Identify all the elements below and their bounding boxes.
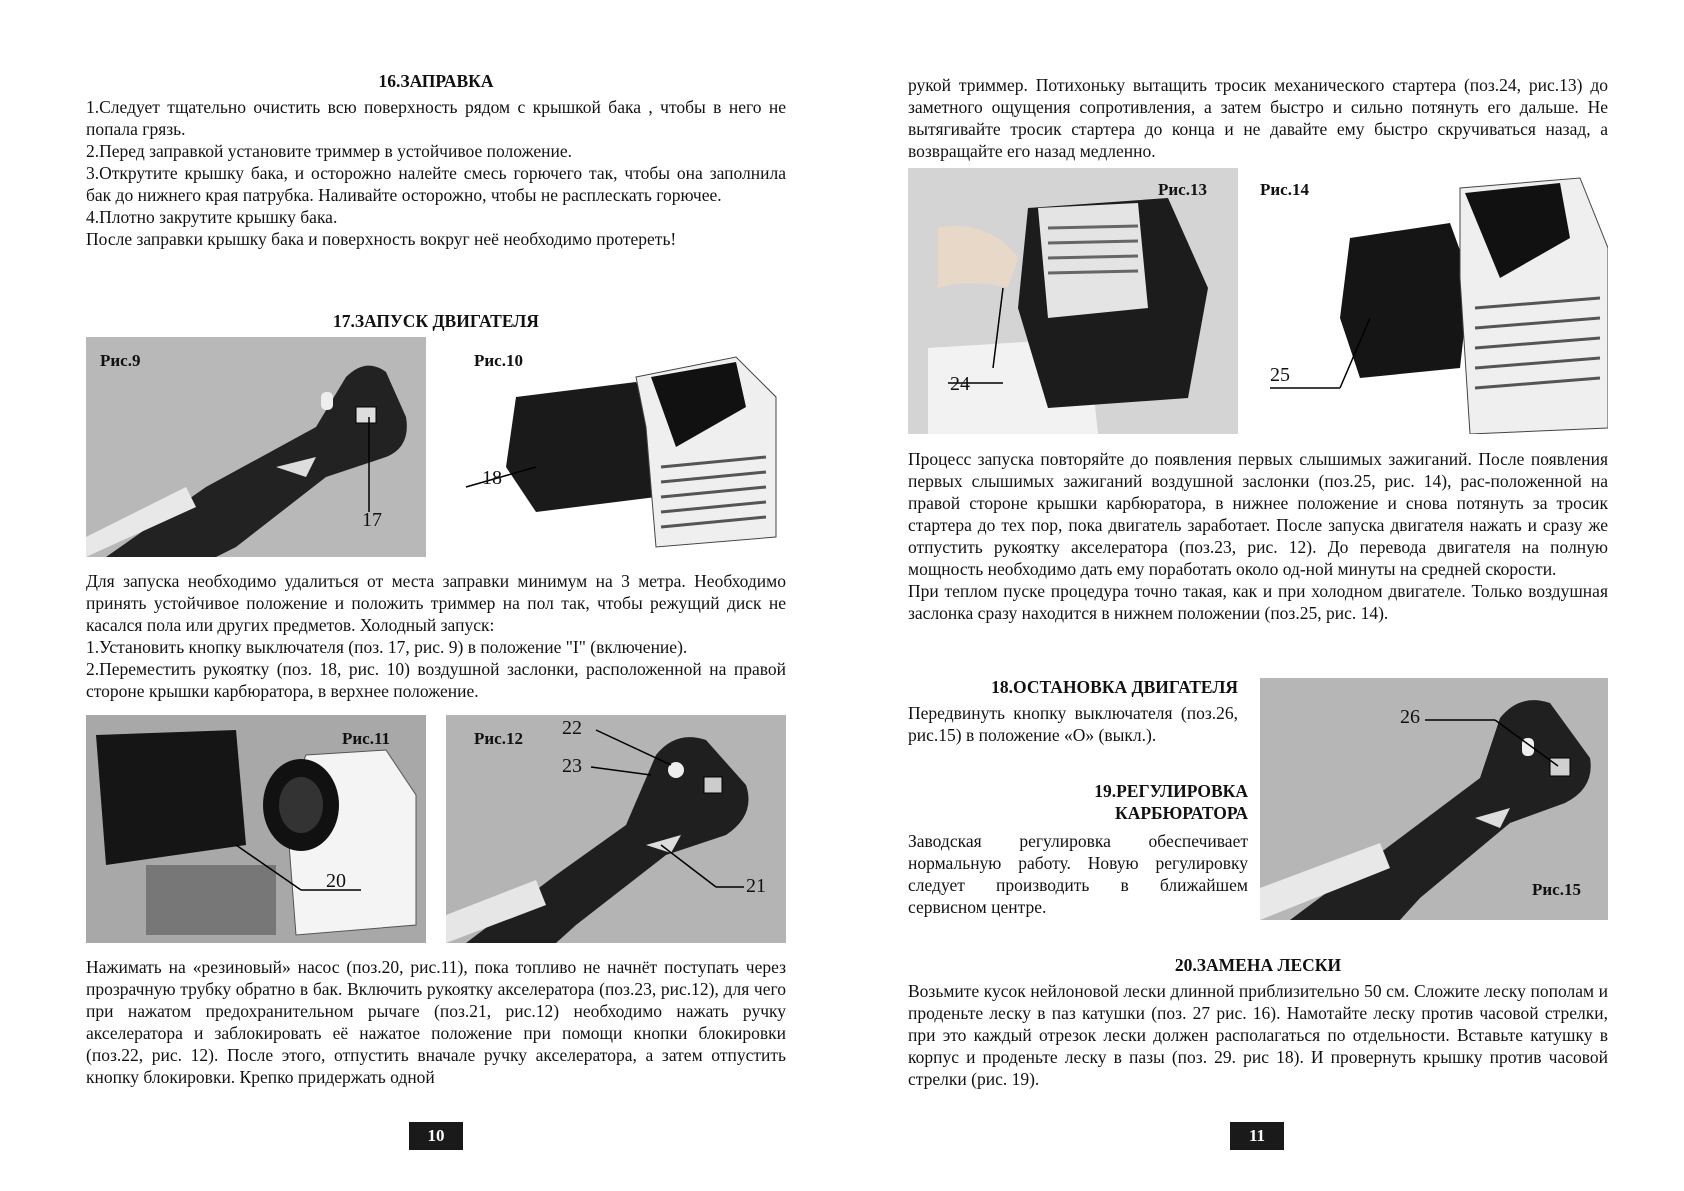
page-number-10: 10 xyxy=(409,1122,463,1150)
figure-14-label: Рис.14 xyxy=(1260,180,1309,199)
page-number-11: 11 xyxy=(1230,1122,1284,1150)
s16-line-2: 2.Перед заправкой установите триммер в устойчивое положение. xyxy=(86,141,573,161)
figure-12-callout-22: 22 xyxy=(562,717,582,739)
s17-line-1: Для запуска необходимо удалиться от места заправки минимум на 3 метра. Необходимо принять устойчивое положение и положить триммер на пол так, чтобы режущий диск не касался пола или других предметов. Холодный запуск: xyxy=(86,571,786,635)
figure-13-label: Рис.13 xyxy=(1158,180,1207,199)
figure-10-callout: 18 xyxy=(482,467,502,489)
figure-13-photo xyxy=(908,168,1238,434)
section-19-title-2: КАРБЮРАТОРА xyxy=(1115,803,1248,823)
s17-para-2: Нажимать на «резиновый» насос (поз.20, рис.11), пока топливо не начнёт поступать через прозрачную трубку обратно в бак. Включить рукоятку акселератора (поз.23, рис.12), для чего при нажатом предохранительном рычаге (поз.21, рис.12) необходимо нажать ручку акселератора и заблокировать её нажатое положение при помощи кнопки блокировки (поз.22, рис. 12). После этого, отпустить вначале ручку акселератора, а затем отпустить кнопку блокировки. Крепко придержать одной xyxy=(86,957,786,1087)
right-para-1 xyxy=(908,448,1608,624)
s17-line-3: 2.Переместить рукоятку (поз. 18, рис. 10) воздушной заслонки, расположенной на правой стороне крышки карбюратора, в верхнее положение. xyxy=(86,659,786,701)
right-intro: рукой триммер. Потихоньку вытащить тросик механического стартера (поз.24, рис.13) до заметного ощущения сопротивления, а затем быстро и сильно потянуть его дальше. Не вытягивайте тросик стартера до конца и не давайте ему быстро скручиваться назад, а возвращайте его назад медленно. xyxy=(908,75,1608,161)
section-17-title: 17.ЗАПУСК ДВИГАТЕЛЯ xyxy=(333,311,539,331)
figure-11-photo xyxy=(86,715,426,943)
right-para-2-text: При теплом пуске процедура точно такая, как и при холодном двигателе. Только воздушная заслонка сразу находится в нижнем положении (поз.25, рис. 14). xyxy=(908,581,1608,623)
s16-line-3: 3.Открутите крышку бака, и осторожно налейте смесь горючего так, чтобы она заполнила бак до нижнего края патрубка. Наливайте осторожно, чтобы не расплескать горючее. xyxy=(86,163,786,205)
s16-line-1: 1.Следует тщательно очистить всю поверхность рядом с крышкой бака , чтобы в него не попала грязь. xyxy=(86,97,786,139)
s16-line-5: После заправки крышку бака и поверхность вокруг неё необходимо протереть! xyxy=(86,229,677,249)
engine-choke-down-illustration xyxy=(1260,168,1608,434)
figure-13-callout: 24 xyxy=(950,373,970,395)
figure-9-photo xyxy=(86,337,426,557)
section-18-body: Передвинуть кнопку выключателя (поз.26, рис.15) в положение «О» (выкл.). xyxy=(908,703,1238,745)
throttle-handle-illustration xyxy=(446,715,786,943)
figure-15-label: Рис.15 xyxy=(1532,880,1581,899)
figure-10-label: Рис.10 xyxy=(474,351,523,370)
figure-10-photo xyxy=(446,337,786,557)
section-16-body xyxy=(86,96,786,250)
figure-11-label: Рис.11 xyxy=(342,729,391,748)
s16-line-4: 4.Плотно закрутите крышку бака. xyxy=(86,207,338,227)
figure-12-callout-23: 23 xyxy=(562,755,582,777)
figure-12-label: Рис.12 xyxy=(474,729,523,748)
section-18-title: 18.ОСТАНОВКА ДВИГАТЕЛЯ xyxy=(991,677,1238,697)
section-19-body: Заводская регулировка обеспечивает нормальную работу. Новую регулировку следует производить в ближайшем сервисном центре. xyxy=(908,831,1248,917)
section-19-title-1: 19.РЕГУЛИРОВКА xyxy=(1094,781,1248,801)
figure-9-label: Рис.9 xyxy=(100,351,141,370)
figure-15-callout: 26 xyxy=(1400,706,1420,728)
figure-14-callout: 25 xyxy=(1270,364,1290,386)
section-17-body-2 xyxy=(86,956,786,1088)
figure-12-photo xyxy=(446,715,786,943)
section-16-title: 16.ЗАПРАВКА xyxy=(378,71,494,91)
section-20-body: Возьмите кусок нейлоновой лески длинной приблизительно 50 см. Сложите леску пополам и проденьте леску в паз катушки (поз. 27 рис. 16). Намотайте леску против часовой стрелки, при это каждый отрезок лески должен располагаться по отдельности. Вставьте катушку в корпус и проденьте леску в пазы (поз. 29. рис 18). И провернуть крышку против часовой стрелки (рис. 19). xyxy=(908,981,1608,1089)
figure-9-callout: 17 xyxy=(362,509,382,531)
figure-12-callout-21: 21 xyxy=(746,875,766,897)
right-para-1-text: Процесс запуска повторяйте до появления первых слышимых зажиганий. После появления первых слышимых зажиганий воздушной заслонки (поз.25, рис. 14), рас-положенной на правой стороне крышки карбюратора, в нижнее положение и снова потянуть за тросик стартера до тех пор, пока двигатель заработает. После запуска двигателя нажать и сразу же отпустить рукоятку акселератора (поз.23, рис. 12). До перевода двигателя на полную мощность необходимо дать ему поработать около од-ной минуты на средней скорости. xyxy=(908,449,1608,579)
primer-pump-illustration xyxy=(86,715,426,943)
right-page xyxy=(842,0,1684,1191)
figure-11-callout: 20 xyxy=(326,870,346,892)
section-17-body xyxy=(86,570,786,702)
section-20-title: 20.ЗАМЕНА ЛЕСКИ xyxy=(1174,955,1342,975)
figure-14-photo xyxy=(1260,168,1608,434)
s17-line-2: 1.Установить кнопку выключателя (поз. 17, рис. 9) в положение "I" (включение). xyxy=(86,637,688,657)
figure-15-photo xyxy=(1260,678,1608,920)
